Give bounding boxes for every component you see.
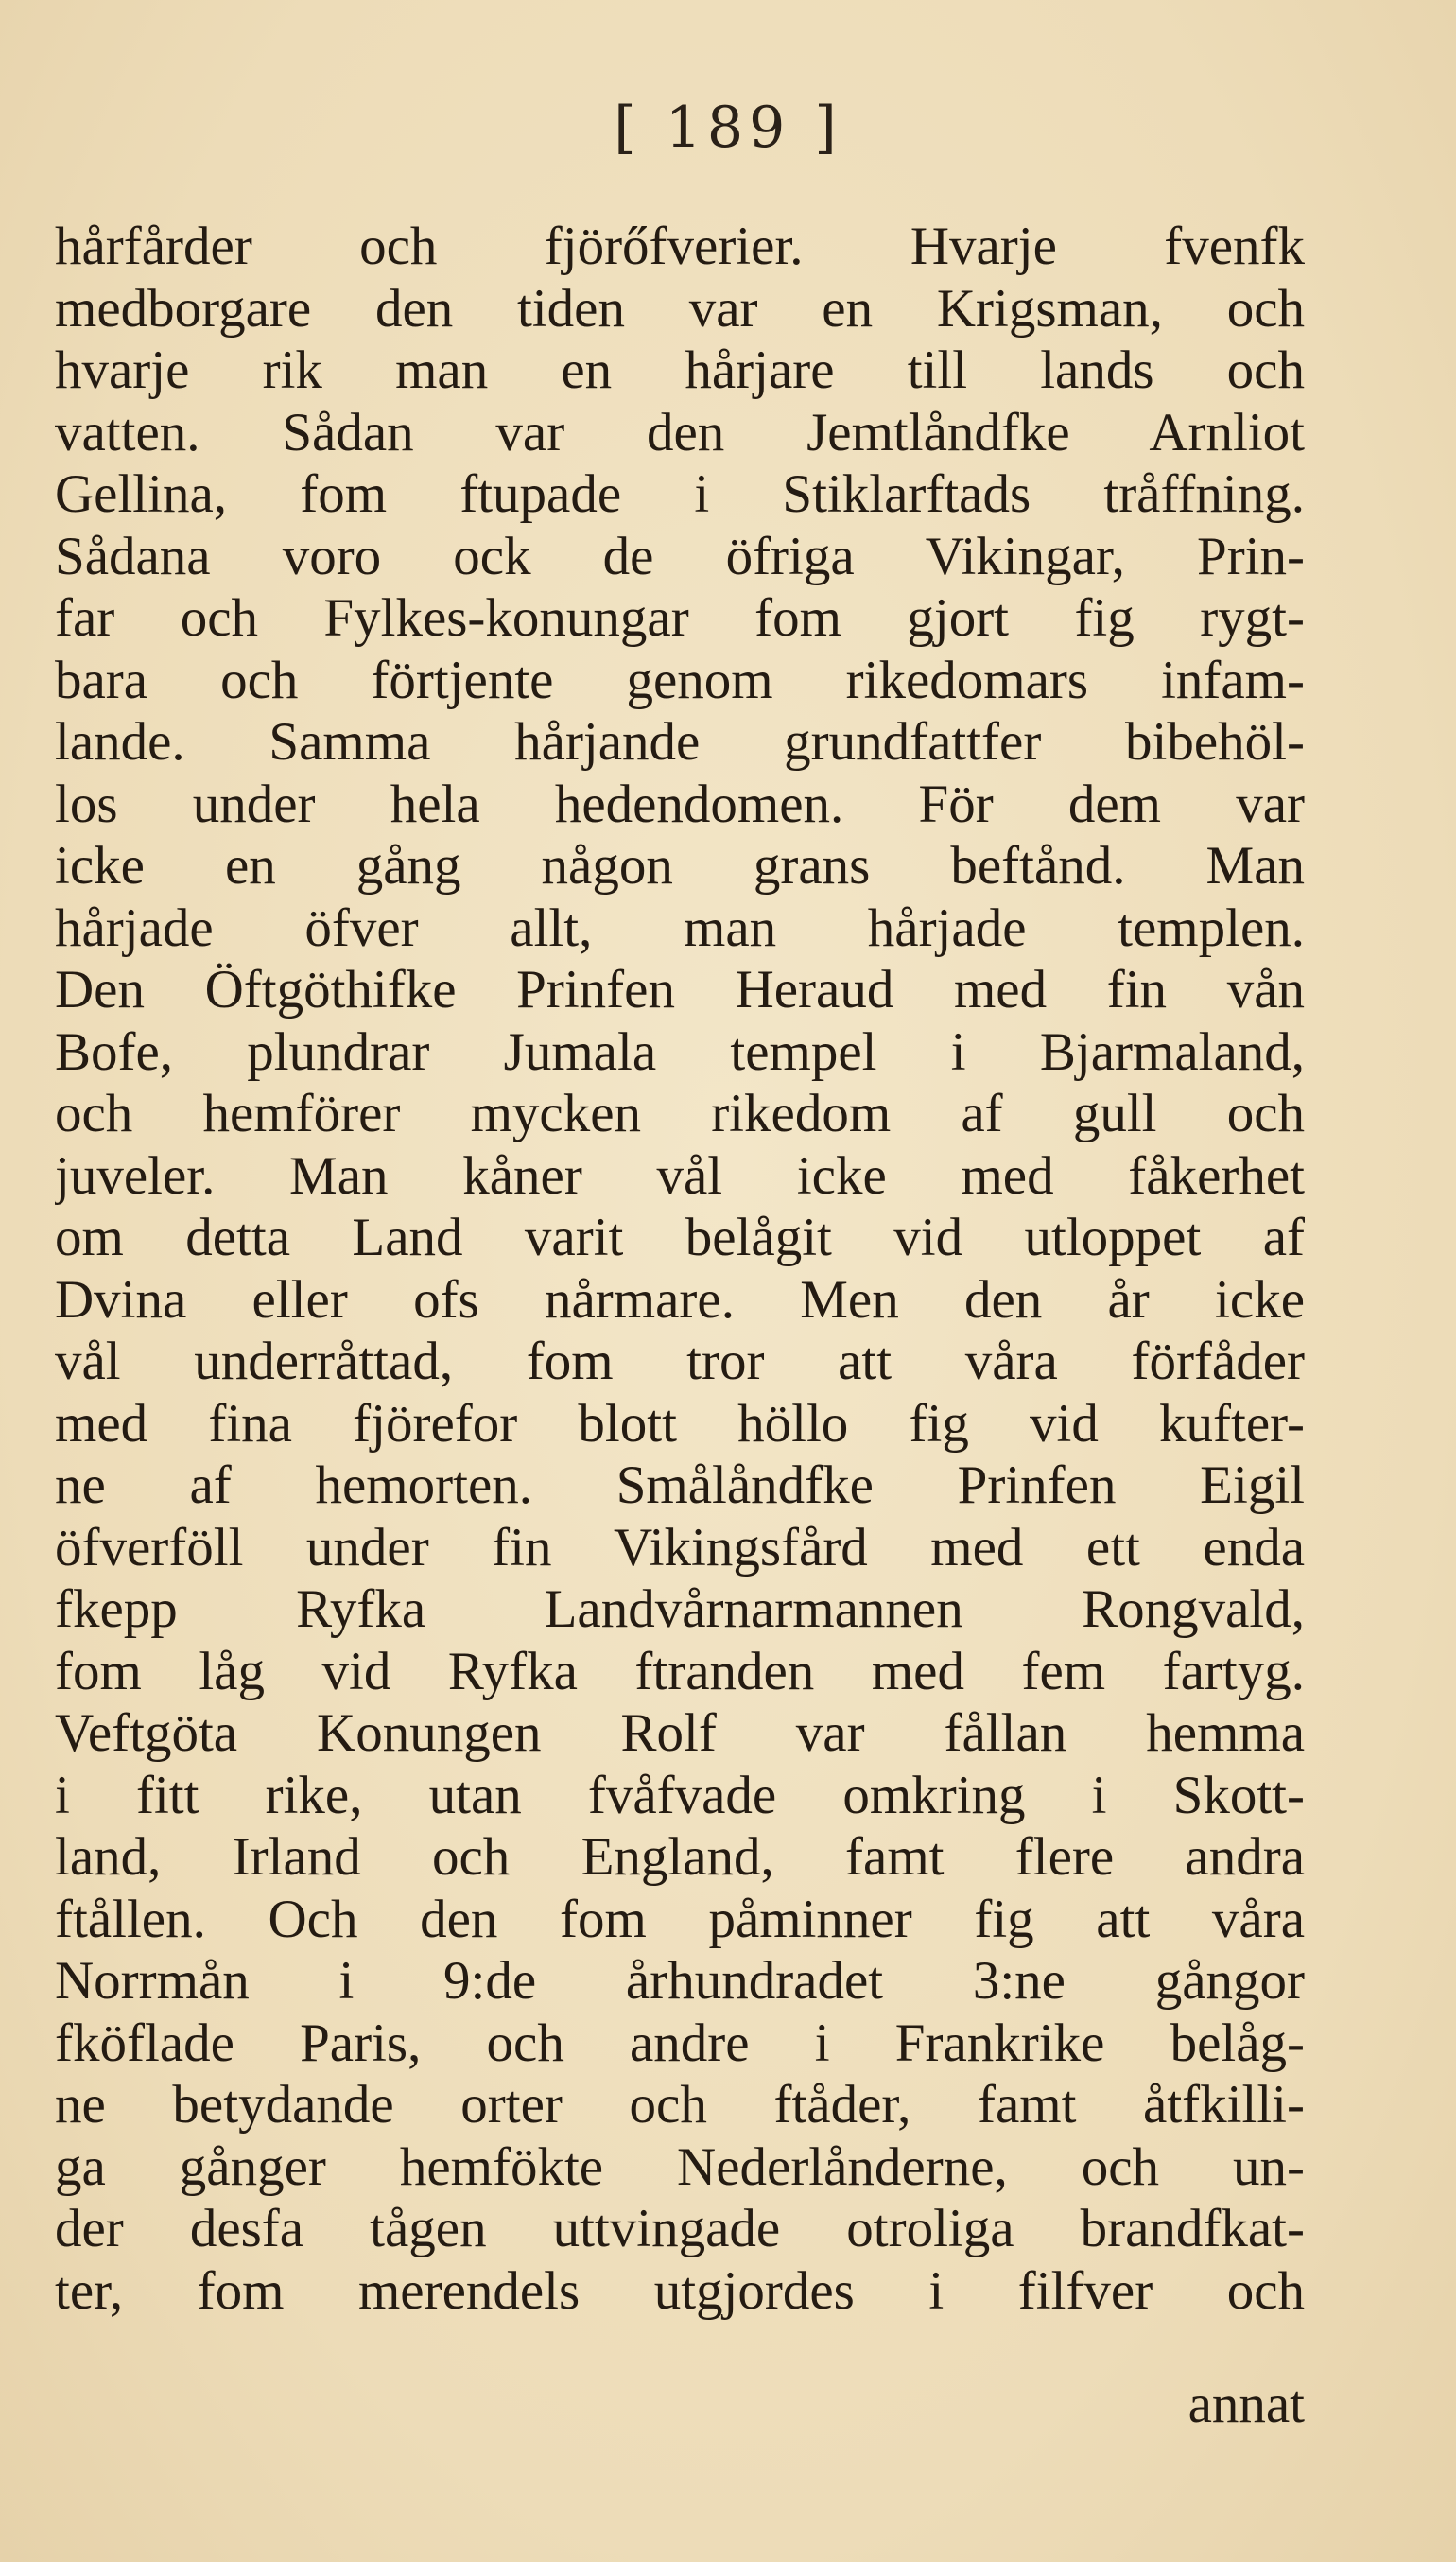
text-line: medborgare den tiden var en Krigsman, och bbox=[55, 278, 1305, 339]
text-line: öfverföll under fin Vikingsfård med ett enda bbox=[55, 1517, 1305, 1577]
text-line: vatten. Sådan var den Jemtlåndfke Arnliot bbox=[55, 402, 1305, 462]
text-line: ne betydande orter och ftåder, famt åtfkilli- bbox=[55, 2075, 1305, 2135]
page-number: [ 189 ] bbox=[614, 95, 842, 161]
text-line: ga gånger hemfökte Nederlånderne, och un- bbox=[55, 2136, 1305, 2197]
text-line: och hemförer mycken rikedom af gull och bbox=[55, 1084, 1305, 1143]
text-line: Gellina, fom ftupade i Stiklarftads tråffning. bbox=[55, 464, 1305, 524]
body-text bbox=[55, 216, 1305, 2322]
text-line: Veftgöta Konungen Rolf var fållan hemma bbox=[55, 1703, 1305, 1763]
text-line: hårjade öfver allt, man hårjade templen. bbox=[55, 898, 1305, 958]
text-line: Bofe, plundrar Jumala tempel i Bjarmaland, bbox=[55, 1021, 1305, 1082]
text-line: ftållen. Och den fom påminner fig att våra bbox=[55, 1889, 1305, 1949]
text-line: hvarje rik man en hårjare till lands och bbox=[55, 340, 1305, 400]
text-line: fom låg vid Ryfka ftranden med fem fartyg. bbox=[55, 1641, 1305, 1701]
catchword: annat bbox=[1187, 2375, 1305, 2434]
text-line: bara och förtjente genom rikedomars infam- bbox=[55, 650, 1305, 710]
text-line: icke en gång någon grans beftånd. Man bbox=[55, 836, 1305, 896]
text-line: Norrmån i 9:de århundradet 3:ne gångor bbox=[55, 1951, 1305, 2011]
text-line: i fitt rike, utan fvåfvade omkring i Skott- bbox=[55, 1765, 1305, 1825]
text-line: ne af hemorten. Smålåndfke Prinfen Eigil bbox=[55, 1455, 1305, 1515]
text-line: far och Fylkes-konungar fom gjort fig rygt- bbox=[55, 588, 1305, 648]
text-line: Dvina eller ofs nårmare. Men den år icke bbox=[55, 1269, 1305, 1330]
text-line: land, Irland och England, famt flere andra bbox=[55, 1827, 1305, 1887]
text-line: lande. Samma hårjande grundfattfer bibehöl- bbox=[55, 712, 1305, 772]
text-line: om detta Land varit belågit vid utloppet af bbox=[55, 1208, 1305, 1267]
text-line: Sådana voro ock de öfriga Vikingar, Prin- bbox=[55, 526, 1305, 586]
text-line: hårfårder och fjörőfverier. Hvarje fvenfk bbox=[55, 217, 1305, 276]
text-line: vål underråttad, fom tror att våra förfåder bbox=[55, 1332, 1305, 1391]
text-line: med fina fjörefor blott höllo fig vid kufter- bbox=[55, 1393, 1305, 1454]
text-line: fkepp Ryfka Landvårnarmannen Rongvald, bbox=[55, 1579, 1305, 1639]
text-line: der desfa tågen uttvingade otroliga brandfkat- bbox=[55, 2199, 1305, 2258]
text-line: los under hela hedendomen. För dem var bbox=[55, 774, 1305, 834]
text-line: juveler. Man kåner vål icke med fåkerhet bbox=[55, 1145, 1305, 1206]
text-line: ter, fom merendels utgjordes i filfver och bbox=[55, 2260, 1305, 2321]
text-line: Den Öftgöthifke Prinfen Heraud med fin vån bbox=[55, 960, 1305, 1020]
text-line: fköflade Paris, och andre i Frankrike belåg- bbox=[55, 2013, 1305, 2073]
